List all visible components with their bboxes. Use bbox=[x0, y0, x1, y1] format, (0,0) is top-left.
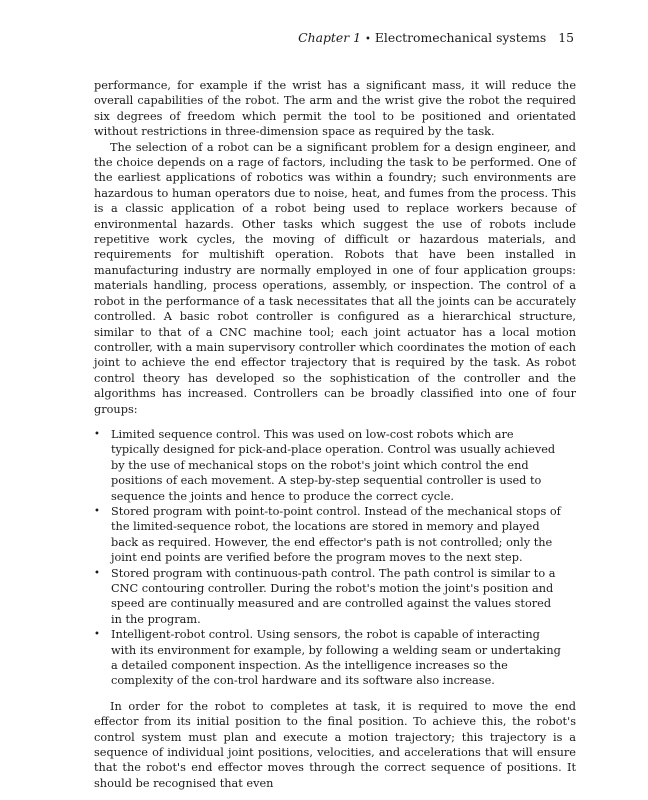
section-title: Electromechanical systems bbox=[374, 30, 547, 45]
list-item bbox=[94, 427, 576, 504]
list-item bbox=[94, 566, 576, 628]
controller-groups-list bbox=[94, 427, 576, 689]
page-number: 15 bbox=[558, 30, 574, 45]
running-head bbox=[298, 30, 574, 48]
paragraph-continued: performance, for example if the wrist has a significant mass, it will reduce the overall capabilities of the robot. The arm and the wrist give the robot the required six degrees of freedom which permit the tool to be positioned and orientated without restrictions in three-dimension space as required by the task. bbox=[94, 79, 576, 139]
paragraph-robot-selection: The selection of a robot can be a significant problem for a design engineer, and the choice depends on a rage of factors, including the task to be performed. One of the earliest applications of robotics was within a foundry; such environments are hazardous to human operators due to noise, heat, and fumes from the process. This is a classic application of a robot being used to replace workers because of environmental hazards. Other tasks which suggest the use of robots include repetitive work cycles, the moving of difficult or hazardous materials, and requirements for multishift operation. Robots that have been installed in manufacturing industry are normally employed in one of four application groups: materials handling, process operations, assembly, or inspection. The control of a robot in the performance of a task necessitates that all the joints can be accurately controlled. A basic robot controller is configured as a hierarchical structure, similar to that of a CNC machine tool; each joint actuator has a local motion controller, with a main supervisory controller which coordinates the motion of each joint to achieve the end effector trajectory that is required by the task. As robot control theory has developed so the sophistication of the controller and the algorithms has increased. Controllers can be broadly classified into one of four groups: bbox=[94, 140, 576, 416]
bullet-icon: • bbox=[94, 428, 100, 440]
chapter-label: Chapter 1 bbox=[298, 30, 361, 45]
list-item bbox=[94, 504, 576, 566]
list-item bbox=[94, 627, 576, 689]
list-item-text: Stored program with point-to-point control. Instead of the mechanical stops of the limited-sequence robot, the locations are stored in memory and played back as required. However, the end effector's path is not controlled; only the joint end points are verified before the program moves to the next step. bbox=[111, 504, 561, 565]
body-text bbox=[94, 78, 576, 791]
bullet-icon: • bbox=[94, 567, 100, 579]
list-item-text: Intelligent-robot control. Using sensors, the robot is capable of interacting with its environment for example, by following a welding seam or undertaking a detailed component inspection. As the intelligence increases so the complexity of the con-trol hardware and its software also increase. bbox=[111, 628, 561, 688]
bullet-icon: • bbox=[94, 505, 100, 517]
paragraph-trajectory: In order for the robot to completes at task, it is required to move the end effector from its initial position to the final position. To achieve this, the robot's control system must plan and execute a motion trajectory; this trajectory is a sequence of individual joint positions, velocities, and accelerations that will ensure that the robot's end effector moves through the correct sequence of positions. It should be recognised that even bbox=[94, 699, 576, 790]
header-separator: • bbox=[364, 34, 371, 45]
list-item-text: Stored program with continuous-path control. The path control is similar to a CNC contouring controller. During the robot's motion the joint's position and speed are continually measured and are controlled against the values stored in the program. bbox=[111, 566, 556, 626]
list-item-text: Limited sequence control. This was used on low-cost robots which are typically designed for pick-and-place operation. Control was usually achieved by the use of mechanical stops on the robot's joint which control the end positions of each movement. A step-by-step sequential controller is used to sequence the joints and hence to produce the correct cycle. bbox=[111, 427, 556, 503]
bullet-icon: • bbox=[94, 629, 100, 641]
